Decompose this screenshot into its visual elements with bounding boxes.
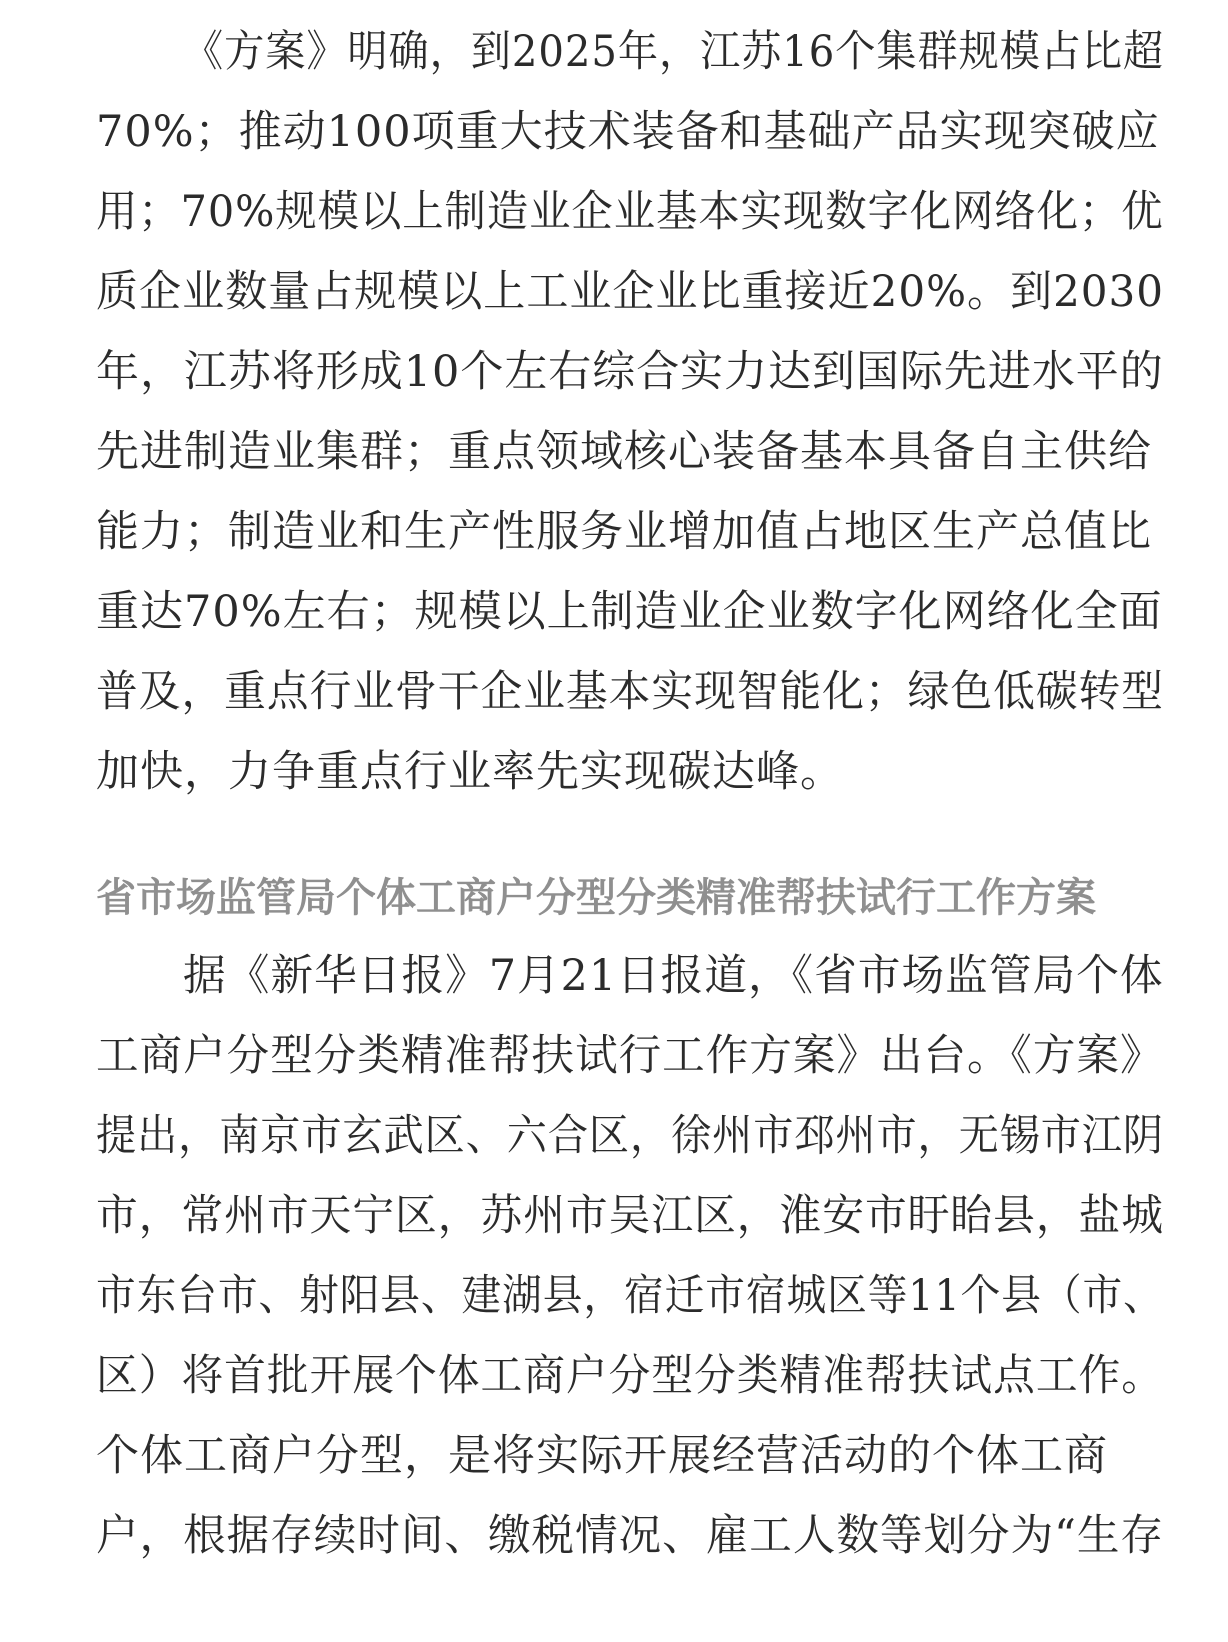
paragraph-2-line-5: 市东台市、射阳县、建湖县，宿迁市宿城区等11个县（市、: [96, 1271, 1164, 1321]
paragraph-1-line-4: 质企业数量占规模以上工业企业比重接近20%。到2030: [96, 267, 1165, 317]
paragraph-1-line-10: 加快，力争重点行业率先实现碳达峰。: [96, 747, 844, 797]
paragraph-1-line-3: 用；70%规模以上制造业企业基本实现数字化网络化；优: [96, 187, 1164, 237]
paragraph-1-line-7: 能力；制造业和生产性服务业增加值占地区生产总值比: [96, 507, 1152, 557]
paragraph-2-line-7: 个体工商户分型，是将实际开展经营活动的个体工商: [96, 1431, 1108, 1481]
paragraph-2-line-3: 提出，南京市玄武区、六合区，徐州市邳州市，无锡市江阴: [96, 1111, 1164, 1161]
paragraph-2-line-1: 据《新华日报》7月21日报道，《省市场监管局个体: [183, 951, 1164, 1001]
paragraph-1-line-5: 年，江苏将形成10个左右综合实力达到国际先进水平的: [96, 347, 1164, 397]
paragraph-1-line-1: 《方案》明确，到2025年，江苏16个集群规模占比超: [183, 27, 1165, 77]
paragraph-2-line-4: 市，常州市天宁区，苏州市吴江区，淮安市盱眙县，盐城: [96, 1191, 1164, 1241]
paragraph-2-line-8: 户，根据存续时间、缴税情况、雇工人数等划分为“生存: [96, 1511, 1164, 1561]
paragraph-1-line-2: 70%；推动100项重大技术装备和基础产品实现突破应: [96, 107, 1160, 157]
section-heading: 省市场监管局个体工商户分型分类精准帮扶试行工作方案: [96, 875, 1096, 921]
paragraph-1-line-6: 先进制造业集群；重点领域核心装备基本具备自主供给: [96, 427, 1152, 477]
paragraph-1-line-9: 普及，重点行业骨干企业基本实现智能化；绿色低碳转型: [96, 667, 1164, 717]
paragraph-2-line-2: 工商户分型分类精准帮扶试行工作方案》出台。《方案》: [96, 1031, 1164, 1081]
paragraph-2-line-6: 区）将首批开展个体工商户分型分类精准帮扶试点工作。: [96, 1351, 1164, 1401]
paragraph-1-line-8: 重达70%左右；规模以上制造业企业数字化网络化全面: [96, 587, 1163, 637]
